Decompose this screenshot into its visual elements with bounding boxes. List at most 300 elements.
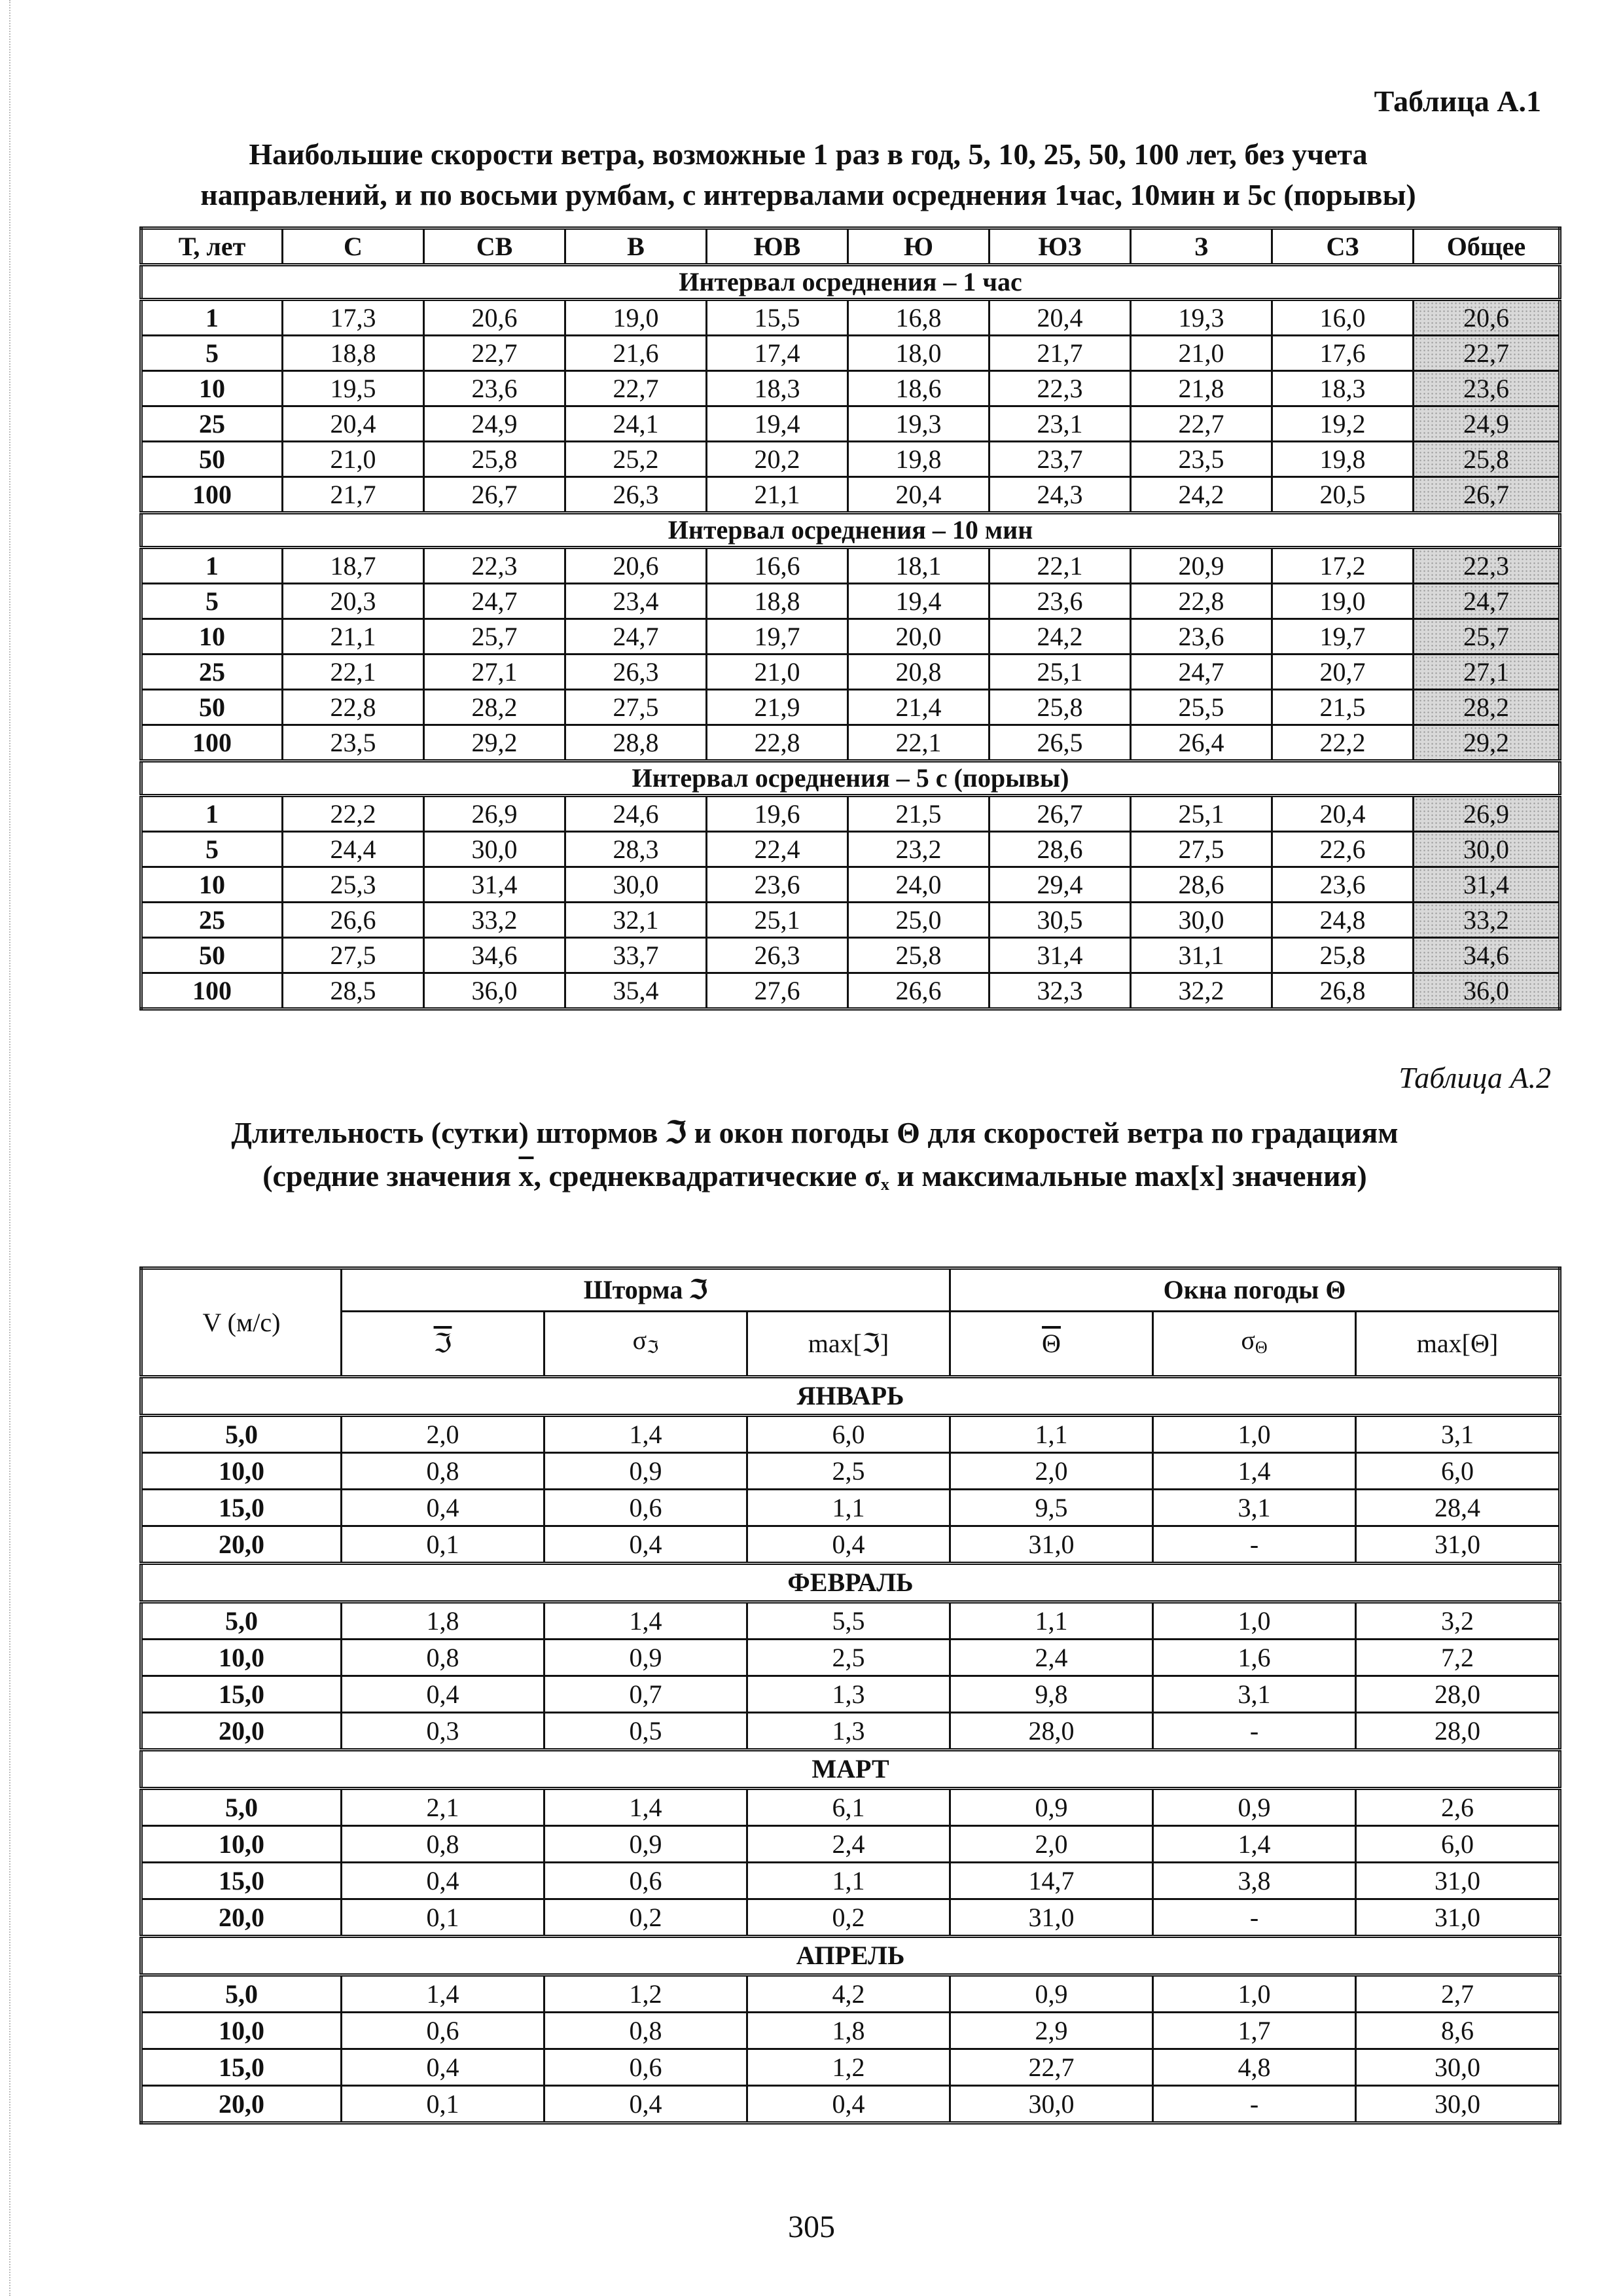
table-cell: 0,4 <box>342 1863 544 1899</box>
table-cell: 2,4 <box>950 1640 1153 1676</box>
table-cell: 1,4 <box>544 1602 747 1640</box>
table-cell: 24,2 <box>1131 477 1272 513</box>
table-cell: 25,1 <box>707 903 848 938</box>
table-cell: 0,4 <box>747 1526 950 1564</box>
table-cell: 21,0 <box>283 442 424 477</box>
speed-cell: 10,0 <box>141 1826 342 1863</box>
table-cell: 0,4 <box>544 1526 747 1564</box>
table-cell: 21,0 <box>707 655 848 690</box>
table-cell: 0,6 <box>342 2013 544 2049</box>
month-label: ФЕВРАЛЬ <box>141 1564 1560 1602</box>
speed-cell: 5,0 <box>141 1416 342 1453</box>
table-cell: 16,8 <box>848 300 990 336</box>
table-cell: 0,8 <box>544 2013 747 2049</box>
table-cell: 3,1 <box>1153 1676 1356 1713</box>
overall-cell: 20,6 <box>1414 300 1560 336</box>
storm-max-header: max[ℑ] <box>747 1312 950 1377</box>
table-cell: 19,3 <box>1131 300 1272 336</box>
table-cell: 22,6 <box>1272 832 1414 867</box>
period-cell: 100 <box>141 725 283 761</box>
table-cell: 33,2 <box>424 903 565 938</box>
column-header: С <box>283 228 424 265</box>
table-cell: 1,1 <box>747 1863 950 1899</box>
column-header: Т, лет <box>141 228 283 265</box>
table-row <box>141 1899 1560 1937</box>
table-cell: 27,1 <box>424 655 565 690</box>
overall-cell: 31,4 <box>1414 867 1560 903</box>
table-row <box>141 655 1560 690</box>
table-cell: 29,4 <box>990 867 1131 903</box>
table-cell: 1,3 <box>747 1676 950 1713</box>
table-cell: 24,9 <box>424 406 565 442</box>
table-cell: 9,8 <box>950 1676 1153 1713</box>
table-row <box>141 832 1560 867</box>
table-cell: 1,3 <box>747 1713 950 1750</box>
table-cell: 18,6 <box>848 371 990 406</box>
title-text-part: и максимальные max[x] значения) <box>889 1159 1367 1193</box>
table-cell: 32,3 <box>990 973 1131 1009</box>
table-cell: 20,7 <box>1272 655 1414 690</box>
table-cell: 31,4 <box>424 867 565 903</box>
table-cell: 17,6 <box>1272 336 1414 371</box>
table-cell: 21,4 <box>848 690 990 725</box>
table-row <box>141 548 1560 584</box>
table-cell: 20,2 <box>707 442 848 477</box>
speed-cell: 5,0 <box>141 1789 342 1826</box>
table-cell: 23,4 <box>565 584 707 619</box>
table-row <box>141 619 1560 655</box>
overall-cell: 28,2 <box>1414 690 1560 725</box>
table-cell: 3,1 <box>1153 1490 1356 1526</box>
column-header: ЮВ <box>707 228 848 265</box>
table-cell: 18,8 <box>283 336 424 371</box>
overall-cell: 27,1 <box>1414 655 1560 690</box>
table-cell: 18,8 <box>707 584 848 619</box>
table-cell: 18,1 <box>848 548 990 584</box>
table-cell: 1,6 <box>1153 1640 1356 1676</box>
table-cell: 1,7 <box>1153 2013 1356 2049</box>
table-cell: 28,4 <box>1356 1490 1560 1526</box>
speed-cell: 20,0 <box>141 1526 342 1564</box>
speed-cell: 10,0 <box>141 2013 342 2049</box>
table-row <box>141 371 1560 406</box>
window-mean-header <box>950 1312 1153 1377</box>
table-cell: 25,3 <box>283 867 424 903</box>
period-cell: 50 <box>141 442 283 477</box>
table-cell: 31,1 <box>1131 938 1272 973</box>
table-cell: 1,0 <box>1153 1602 1356 1640</box>
table-row <box>141 2086 1560 2123</box>
sigma-subscript: Θ <box>1255 1337 1268 1357</box>
table-cell: 20,4 <box>283 406 424 442</box>
table-cell: 21,0 <box>1131 336 1272 371</box>
overall-cell: 24,9 <box>1414 406 1560 442</box>
table-cell: 27,5 <box>565 690 707 725</box>
weather-windows-group-header: Окна погоды Θ <box>950 1268 1560 1312</box>
table-row <box>141 1713 1560 1750</box>
table-cell: 25,0 <box>848 903 990 938</box>
table-cell: 21,1 <box>283 619 424 655</box>
table-cell: 0,3 <box>342 1713 544 1750</box>
table-cell: 31,0 <box>950 1899 1153 1937</box>
table-cell: 22,1 <box>848 725 990 761</box>
table-cell: 24,3 <box>990 477 1131 513</box>
table-cell: 0,4 <box>342 2049 544 2086</box>
table-cell: 18,0 <box>848 336 990 371</box>
month-label: ЯНВАРЬ <box>141 1377 1560 1416</box>
table-cell: 22,7 <box>1131 406 1272 442</box>
wind-speed-table <box>139 226 1561 1011</box>
table-cell: 2,7 <box>1356 1975 1560 2013</box>
table-cell: 17,2 <box>1272 548 1414 584</box>
table-cell: 32,2 <box>1131 973 1272 1009</box>
table-cell: 25,8 <box>848 938 990 973</box>
section-row <box>141 265 1560 300</box>
table-cell: 0,8 <box>342 1640 544 1676</box>
table-cell: 5,5 <box>747 1602 950 1640</box>
speed-cell: 15,0 <box>141 2049 342 2086</box>
table-cell: 24,6 <box>565 796 707 832</box>
table-cell: 30,5 <box>990 903 1131 938</box>
table-cell: 18,7 <box>283 548 424 584</box>
table-cell: 21,1 <box>707 477 848 513</box>
table-cell: 26,3 <box>565 655 707 690</box>
table-cell: 22,1 <box>990 548 1131 584</box>
table-cell: 2,0 <box>342 1416 544 1453</box>
table-cell: 1,8 <box>747 2013 950 2049</box>
table-cell: - <box>1153 1713 1356 1750</box>
table-cell: 30,0 <box>950 2086 1153 2123</box>
period-cell: 50 <box>141 690 283 725</box>
table-cell: 16,0 <box>1272 300 1414 336</box>
overall-cell: 24,7 <box>1414 584 1560 619</box>
period-cell: 100 <box>141 477 283 513</box>
table-cell: 19,0 <box>1272 584 1414 619</box>
title-text-part: , среднеквадратические σ <box>533 1159 881 1193</box>
table-cell: 0,9 <box>1153 1789 1356 1826</box>
table-cell: 19,7 <box>707 619 848 655</box>
table-cell: 22,8 <box>1131 584 1272 619</box>
table-cell: - <box>1153 1899 1356 1937</box>
table-cell: 6,0 <box>1356 1453 1560 1490</box>
table-cell: 0,9 <box>544 1826 747 1863</box>
table-a2-title-line-2 <box>131 1155 1499 1206</box>
period-cell: 100 <box>141 973 283 1009</box>
table-cell: 25,8 <box>1272 938 1414 973</box>
overall-cell: 26,7 <box>1414 477 1560 513</box>
table-subheader-row <box>141 1312 1560 1377</box>
table-cell: 0,8 <box>342 1453 544 1490</box>
table-cell: 1,2 <box>544 1975 747 2013</box>
table-cell: 25,1 <box>990 655 1131 690</box>
table-cell: 31,0 <box>950 1526 1153 1564</box>
x-bar-symbol: $\overline{x}$ <box>518 1159 534 1193</box>
table-row <box>141 406 1560 442</box>
table-row <box>141 1826 1560 1863</box>
storm-sigma-header <box>544 1312 747 1377</box>
table-cell: 22,3 <box>424 548 565 584</box>
overall-cell: 36,0 <box>1414 973 1560 1009</box>
table-row <box>141 2049 1560 2086</box>
month-row <box>141 1564 1560 1602</box>
speed-cell: 5,0 <box>141 1602 342 1640</box>
section-label: Интервал осреднения – 10 мин <box>141 513 1560 548</box>
table-cell: 30,0 <box>1356 2049 1560 2086</box>
speed-cell: 20,0 <box>141 1899 342 1937</box>
table-cell: 4,8 <box>1153 2049 1356 2086</box>
table-header-row <box>141 1268 1560 1312</box>
table-cell: 31,0 <box>1356 1899 1560 1937</box>
table-cell: 0,6 <box>544 1490 747 1526</box>
table-cell: 26,3 <box>707 938 848 973</box>
table-cell: 24,7 <box>565 619 707 655</box>
overall-cell: 26,9 <box>1414 796 1560 832</box>
table-row <box>141 725 1560 761</box>
table-row <box>141 336 1560 371</box>
storm-duration-table <box>139 1266 1561 2125</box>
overall-cell: 22,3 <box>1414 548 1560 584</box>
section-row <box>141 761 1560 796</box>
table-cell: 28,0 <box>1356 1676 1560 1713</box>
table-cell: 2,5 <box>747 1640 950 1676</box>
table-cell: 26,7 <box>424 477 565 513</box>
table-cell: 30,0 <box>424 832 565 867</box>
table-a2-title-line-1: Длительность (сутки) штормов ℑ и окон погоды Θ для скоростей ветра по градациям <box>231 1116 1399 1149</box>
speed-cell: 20,0 <box>141 1713 342 1750</box>
table-row <box>141 1640 1560 1676</box>
speed-cell: 5,0 <box>141 1975 342 2013</box>
table-row <box>141 300 1560 336</box>
storm-mean-symbol: ℑ <box>433 1329 452 1358</box>
table-row <box>141 1526 1560 1564</box>
column-header: В <box>565 228 707 265</box>
table-cell: 0,4 <box>544 2086 747 2123</box>
window-mean-symbol: $\overline{\Theta}$ <box>1042 1329 1061 1358</box>
table-row <box>141 796 1560 832</box>
table-cell: 21,7 <box>990 336 1131 371</box>
table-cell: 17,3 <box>283 300 424 336</box>
period-cell: 5 <box>141 336 283 371</box>
table-row <box>141 442 1560 477</box>
speed-cell: 10,0 <box>141 1453 342 1490</box>
table-cell: 2,4 <box>747 1826 950 1863</box>
period-cell: 10 <box>141 867 283 903</box>
table-cell: 23,5 <box>283 725 424 761</box>
column-header: СЗ <box>1272 228 1414 265</box>
table-cell: 20,8 <box>848 655 990 690</box>
table-cell: 26,6 <box>283 903 424 938</box>
table-a1-caption: Таблица А.1 <box>1374 84 1541 118</box>
table-row <box>141 584 1560 619</box>
table-cell: 6,0 <box>1356 1826 1560 1863</box>
speed-cell: 15,0 <box>141 1490 342 1526</box>
section-label: Интервал осреднения – 1 час <box>141 265 1560 300</box>
window-max-header: max[Θ] <box>1356 1312 1560 1377</box>
month-row <box>141 1937 1560 1975</box>
table-cell: 27,5 <box>283 938 424 973</box>
table-cell: 2,0 <box>950 1453 1153 1490</box>
table-cell: 22,7 <box>424 336 565 371</box>
table-a1-title-line-1: Наибольшие скорости ветра, возможные 1 раз в год, 5, 10, 25, 50, 100 лет, без учета <box>249 137 1368 171</box>
period-cell: 25 <box>141 655 283 690</box>
table-cell: 20,4 <box>848 477 990 513</box>
table-cell: 20,4 <box>990 300 1131 336</box>
table-row <box>141 903 1560 938</box>
table-cell: 7,2 <box>1356 1640 1560 1676</box>
table-cell: 26,3 <box>565 477 707 513</box>
title-text-part: (средние значения <box>262 1159 519 1193</box>
period-cell: 1 <box>141 548 283 584</box>
table-cell: 23,6 <box>990 584 1131 619</box>
table-cell: 1,4 <box>544 1789 747 1826</box>
table-cell: 28,8 <box>565 725 707 761</box>
speed-cell: 20,0 <box>141 2086 342 2123</box>
table-cell: - <box>1153 2086 1356 2123</box>
table-row <box>141 1453 1560 1490</box>
table-cell: 31,0 <box>1356 1863 1560 1899</box>
table-cell: 0,1 <box>342 1899 544 1937</box>
table-row <box>141 973 1560 1009</box>
table-cell: 2,6 <box>1356 1789 1560 1826</box>
table-cell: 1,2 <box>747 2049 950 2086</box>
table-cell: 15,5 <box>707 300 848 336</box>
table-cell: 1,4 <box>342 1975 544 2013</box>
table-cell: 1,1 <box>950 1602 1153 1640</box>
column-header: Ю <box>848 228 990 265</box>
page-number: 305 <box>788 2210 835 2244</box>
table-cell: 19,8 <box>848 442 990 477</box>
table-cell: 36,0 <box>424 973 565 1009</box>
table-cell: 23,6 <box>707 867 848 903</box>
table-cell: 24,0 <box>848 867 990 903</box>
table-cell: 19,4 <box>707 406 848 442</box>
table-cell: 23,1 <box>990 406 1131 442</box>
table-cell: 23,2 <box>848 832 990 867</box>
overall-cell: 34,6 <box>1414 938 1560 973</box>
table-a1-title <box>105 134 1512 215</box>
table-cell: 21,5 <box>1272 690 1414 725</box>
section-row <box>141 513 1560 548</box>
table-cell: 0,5 <box>544 1713 747 1750</box>
sigma-symbol: σ <box>1241 1325 1255 1355</box>
table-cell: 24,7 <box>424 584 565 619</box>
table-cell: 28,5 <box>283 973 424 1009</box>
period-cell: 10 <box>141 619 283 655</box>
table-cell: 24,4 <box>283 832 424 867</box>
period-cell: 50 <box>141 938 283 973</box>
table-row <box>141 1789 1560 1826</box>
table-row <box>141 1676 1560 1713</box>
column-header: СВ <box>424 228 565 265</box>
table-cell: 23,7 <box>990 442 1131 477</box>
table-cell: 21,9 <box>707 690 848 725</box>
table-cell: 28,6 <box>1131 867 1272 903</box>
column-header: ЮЗ <box>990 228 1131 265</box>
window-sigma-header <box>1153 1312 1356 1377</box>
table-cell: 3,1 <box>1356 1416 1560 1453</box>
table-cell: 31,0 <box>1356 1526 1560 1564</box>
table-cell: 0,9 <box>950 1789 1153 1826</box>
table-cell: 0,9 <box>544 1640 747 1676</box>
table-cell: 19,6 <box>707 796 848 832</box>
table-cell: 0,6 <box>544 2049 747 2086</box>
table-cell: 0,4 <box>747 2086 950 2123</box>
table-cell: 0,6 <box>544 1863 747 1899</box>
speed-cell: 15,0 <box>141 1863 342 1899</box>
table-cell: 22,1 <box>283 655 424 690</box>
table-cell: 0,2 <box>544 1899 747 1937</box>
section-label: Интервал осреднения – 5 с (порывы) <box>141 761 1560 796</box>
table-row <box>141 1416 1560 1453</box>
table-cell: 34,6 <box>424 938 565 973</box>
table-cell: 20,6 <box>424 300 565 336</box>
table-a1-title-line-2: направлений, и по восьми румбам, с интервалами осреднения 1час, 10мин и 5с (порывы) <box>200 178 1416 211</box>
overall-cell: 25,7 <box>1414 619 1560 655</box>
table-cell: 30,0 <box>1131 903 1272 938</box>
table-row <box>141 867 1560 903</box>
table-cell: 28,3 <box>565 832 707 867</box>
table-cell: 22,8 <box>707 725 848 761</box>
table-cell: 20,9 <box>1131 548 1272 584</box>
table-cell: 2,9 <box>950 2013 1153 2049</box>
table-cell: 24,8 <box>1272 903 1414 938</box>
table-cell: 35,4 <box>565 973 707 1009</box>
table-cell: 19,0 <box>565 300 707 336</box>
period-cell: 1 <box>141 300 283 336</box>
table-cell: 0,9 <box>950 1975 1153 2013</box>
table-cell: 19,7 <box>1272 619 1414 655</box>
table-cell: 0,1 <box>342 2086 544 2123</box>
table-cell: 22,8 <box>283 690 424 725</box>
table-cell: 1,4 <box>544 1416 747 1453</box>
storms-group-header: Шторма ℑ <box>342 1268 950 1312</box>
period-cell: 5 <box>141 832 283 867</box>
sigma-subscript: ℑ <box>647 1337 659 1357</box>
table-cell: 6,1 <box>747 1789 950 1826</box>
table-cell: 1,1 <box>747 1490 950 1526</box>
overall-cell: 22,7 <box>1414 336 1560 371</box>
table-cell: 3,2 <box>1356 1602 1560 1640</box>
table-cell: 0,4 <box>342 1490 544 1526</box>
table-cell: 29,2 <box>424 725 565 761</box>
overall-cell: 30,0 <box>1414 832 1560 867</box>
table-a2-caption: Таблица А.2 <box>1399 1061 1551 1094</box>
table-cell: 25,5 <box>1131 690 1272 725</box>
table-cell: 22,2 <box>283 796 424 832</box>
table-cell: 6,0 <box>747 1416 950 1453</box>
table-cell: 3,8 <box>1153 1863 1356 1899</box>
table-cell: 17,4 <box>707 336 848 371</box>
table-cell: 21,6 <box>565 336 707 371</box>
table-cell: 18,3 <box>1272 371 1414 406</box>
table-cell: 0,8 <box>342 1826 544 1863</box>
table-cell: 20,3 <box>283 584 424 619</box>
table-cell: 28,2 <box>424 690 565 725</box>
table-cell: 19,8 <box>1272 442 1414 477</box>
period-cell: 25 <box>141 406 283 442</box>
storm-mean-header <box>342 1312 544 1377</box>
table-row <box>141 1863 1560 1899</box>
table-cell: 23,6 <box>1272 867 1414 903</box>
table-cell: 27,5 <box>1131 832 1272 867</box>
month-row <box>141 1750 1560 1789</box>
table-cell: 20,4 <box>1272 796 1414 832</box>
table-cell: 28,6 <box>990 832 1131 867</box>
table-cell: 23,6 <box>424 371 565 406</box>
sigma-symbol: σ <box>632 1325 647 1355</box>
table-cell: 22,4 <box>707 832 848 867</box>
month-label: МАРТ <box>141 1750 1560 1789</box>
